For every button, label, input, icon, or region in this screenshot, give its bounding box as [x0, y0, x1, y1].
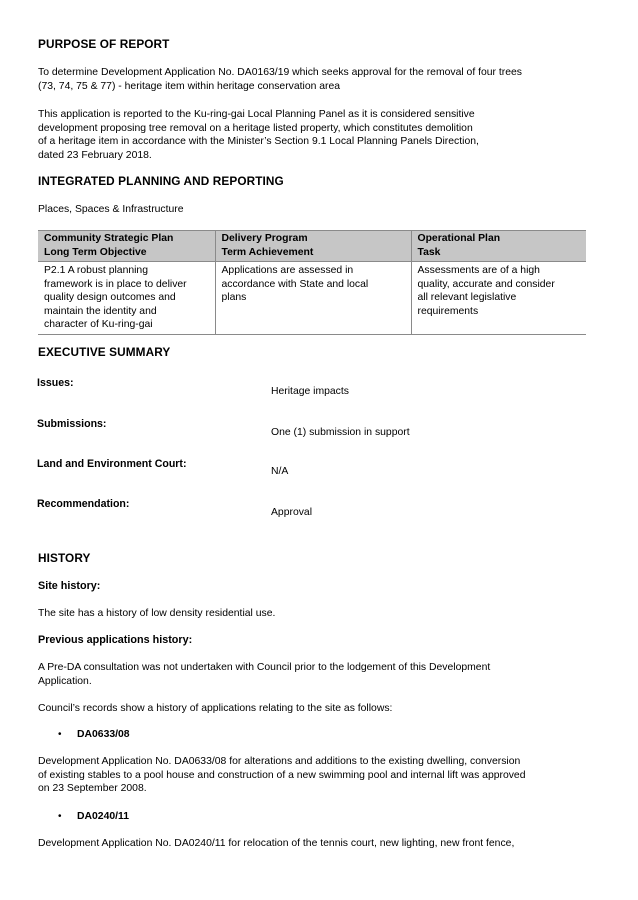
bullet-icon: • — [58, 811, 62, 822]
court-value: N/A — [271, 466, 289, 477]
text-line: Application. — [38, 675, 92, 687]
text-line: of a heritage item in accordance with the Minister’s Section 9.1 Local Planning Panels Direction, — [38, 136, 479, 147]
site-history-text: The site has a history of low density residential use. — [38, 608, 276, 619]
cell-line: maintain the identity and — [44, 305, 157, 317]
bullet-icon: • — [58, 729, 62, 740]
cell-line: quality, accurate and consider — [417, 278, 555, 290]
issues-value: Heritage impacts — [271, 386, 349, 397]
table-header-cell — [38, 231, 215, 262]
text-line: development proposing tree removal on a heritage listed property, which constitutes demolition — [38, 122, 473, 134]
table-cell — [215, 262, 411, 335]
court-label: Land and Environment Court: — [37, 458, 187, 470]
purpose-paragraph-1 — [38, 66, 598, 93]
cell-line: character of Ku-ring-gai — [44, 319, 153, 330]
application-description — [38, 755, 598, 796]
cell-line: quality design outcomes and — [44, 292, 176, 303]
cell-line: framework is in place to deliver — [44, 278, 187, 290]
cell-line: all relevant legislative — [417, 292, 517, 303]
records-text: Council’s records show a history of applications relating to the site as follows: — [38, 703, 393, 714]
cell-line: requirements — [417, 305, 479, 317]
issues-label: Issues: — [37, 377, 74, 389]
table-cell — [411, 262, 586, 335]
cell-line: Assessments are of a high — [417, 265, 540, 276]
submissions-value: One (1) submission in support — [271, 427, 410, 438]
integrated-category: Places, Spaces & Infrastructure — [38, 204, 184, 215]
integrated-heading: INTEGRATED PLANNING AND REPORTING — [38, 174, 284, 188]
header-line: Term Achievement — [221, 246, 314, 258]
purpose-paragraph-2 — [38, 108, 598, 162]
site-history-heading: Site history: — [38, 580, 101, 592]
header-line: Delivery Program — [221, 233, 308, 244]
table-cell — [38, 262, 215, 335]
table-header-cell — [411, 231, 586, 262]
previous-applications-heading: Previous applications history: — [38, 634, 193, 646]
application-label: DA0633/08 — [77, 729, 130, 740]
header-line: Task — [417, 246, 441, 258]
application-label: DA0240/11 — [77, 811, 129, 822]
cell-line: accordance with State and local — [221, 278, 369, 290]
table-row — [38, 262, 586, 335]
text-line: dated 23 February 2018. — [38, 149, 152, 161]
planning-table — [38, 230, 586, 335]
executive-heading: EXECUTIVE SUMMARY — [38, 345, 171, 359]
application-description — [38, 837, 598, 851]
text-line: on 23 September 2008. — [38, 783, 147, 794]
submissions-label: Submissions: — [37, 418, 107, 430]
cell-line: plans — [221, 292, 247, 303]
history-heading: HISTORY — [38, 551, 91, 565]
table-header-row — [38, 231, 586, 262]
text-line: Development Application No. DA0633/08 for alterations and additions to the existing dwelling, conversion — [38, 756, 521, 767]
recommendation-value: Approval — [271, 507, 313, 518]
header-line: Long Term Objective — [44, 246, 147, 258]
table-header-cell — [215, 231, 411, 262]
cell-line: Applications are assessed in — [221, 265, 354, 276]
header-line: Community Strategic Plan — [44, 233, 174, 244]
purpose-heading: PURPOSE OF REPORT — [38, 37, 170, 51]
previous-applications-text — [38, 661, 598, 688]
text-line: This application is reported to the Ku-ring-gai Local Planning Panel as it is considered sensitive — [38, 109, 475, 120]
recommendation-label: Recommendation: — [37, 498, 130, 510]
text-line: A Pre-DA consultation was not undertaken with Council prior to the lodgement of this Development — [38, 662, 491, 673]
text-line: of existing stables to a pool house and construction of a new swimming pool and internal lift was approved — [38, 769, 526, 781]
text-line: Development Application No. DA0240/11 for relocation of the tennis court, new lighting, new front fence, — [38, 838, 515, 849]
cell-line: P2.1 A robust planning — [44, 265, 148, 276]
text-line: To determine Development Application No. DA0163/19 which seeks approval for the removal of four trees — [38, 67, 523, 78]
text-line: (73, 74, 75 & 77) - heritage item within heritage conservation area — [38, 80, 341, 92]
header-line: Operational Plan — [417, 233, 501, 244]
